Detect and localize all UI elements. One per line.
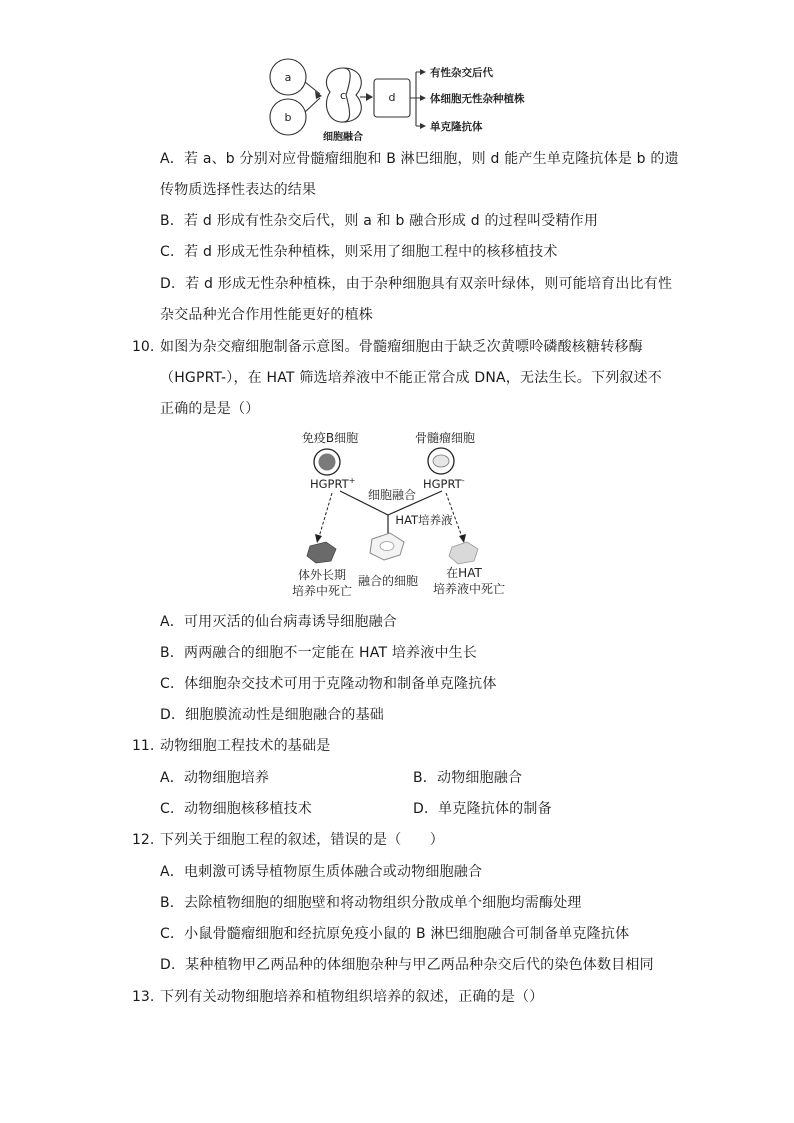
q11-stem: 动物细胞工程技术的基础是: [160, 738, 331, 754]
q9-option-d-line2: 杂交品种光合作用性能更好的植株: [160, 307, 373, 323]
fusion-label: 细胞融合: [367, 488, 417, 502]
node-c-label: c: [339, 89, 347, 102]
q11-option-b: B．动物细胞融合: [413, 770, 523, 786]
q12-option-d: D．某种植物甲乙两品种的体细胞杂种与甲乙两品种杂交后代的染色体数目相同: [160, 957, 654, 973]
left-result-line2: 培养中死亡: [291, 584, 353, 598]
output-sexual-offspring: 有性杂交后代: [430, 67, 493, 79]
hybridoma-diagram: [0, 425, 794, 605]
myeloma-label: 骨髓瘤细胞: [414, 431, 476, 445]
dead-b-cell-icon: [307, 542, 336, 563]
cell-fusion-diagram: [0, 0, 794, 150]
node-a-label: a: [284, 71, 292, 84]
b-cell-label: 免疫B细胞: [301, 431, 359, 445]
node-b-label: b: [284, 111, 292, 124]
q13-number: 13.: [132, 989, 155, 1005]
q12-option-a: A．电刺激可诱导植物原生质体融合或动物细胞融合: [160, 864, 483, 880]
q9-option-b: B．若 d 形成有性杂交后代，则 a 和 b 融合形成 d 的过程叫受精作用: [160, 213, 599, 229]
fusion-caption: 细胞融合: [323, 132, 363, 143]
q12-stem: 下列关于细胞工程的叙述，错误的是（ ）: [160, 832, 444, 848]
middle-result: 融合的细胞: [357, 574, 419, 588]
q10-option-d: D．细胞膜流动性是细胞融合的基础: [160, 707, 384, 723]
q12-option-b: B．去除植物细胞的细胞壁和将动物组织分散成单个细胞均需酶处理: [160, 895, 582, 911]
left-result-line1: 体外长期: [297, 568, 347, 582]
q9-option-a-line1: A．若 a、b 分别对应骨髓瘤细胞和 B 淋巴细胞，则 d 能产生单克隆抗体是 b 的遗: [160, 151, 679, 167]
output-monoclonal-antibody: 单克隆抗体: [430, 121, 483, 133]
hat-label: HAT培养液: [395, 513, 453, 527]
q11-option-d: D．单克隆抗体的制备: [413, 801, 552, 817]
q10-stem-line3: 正确的是是（）: [160, 401, 260, 417]
right-result-line1: 在HAT: [446, 566, 482, 580]
q10-option-b: B．两两融合的细胞不一定能在 HAT 培养液中生长: [160, 645, 478, 661]
q10-stem-line1: 如图为杂交瘤细胞制备示意图。骨髓瘤细胞由于缺乏次黄嘌呤磷酸核糖转移酶: [160, 339, 643, 355]
q10-stem-line2: （HGPRT-），在 HAT 筛选培养液中不能正常合成 DNA，无法生长。下列叙述不: [160, 370, 662, 386]
node-c-shape: [326, 68, 350, 122]
q9-option-c: C．若 d 形成无性杂种植株，则采用了细胞工程中的核移植技术: [160, 244, 558, 260]
q9-option-a-line2: 传物质选择性表达的结果: [160, 182, 317, 198]
hgprt-minus-label: HGPRT-: [423, 476, 465, 491]
q10-option-c: C．体细胞杂交技术可用于克隆动物和制备单克隆抗体: [160, 676, 497, 692]
hgprt-plus-label: HGPRT+: [310, 476, 356, 491]
q10-number: 10.: [132, 339, 155, 355]
q10-option-a: A．可用灭活的仙台病毒诱导细胞融合: [160, 614, 397, 630]
right-result-line2: 培养液中死亡: [432, 582, 506, 596]
q12-option-c: C．小鼠骨髓瘤细胞和经抗原免疫小鼠的 B 淋巴细胞融合可制备单克隆抗体: [160, 926, 630, 942]
q12-number: 12.: [132, 832, 155, 848]
node-d-label: d: [388, 91, 396, 104]
q13-stem: 下列有关动物细胞培养和植物组织培养的叙述，正确的是（）: [160, 989, 544, 1005]
q11-option-c: C．动物细胞核移植技术: [160, 801, 312, 817]
output-somatic-hybrid: 体细胞无性杂种植株: [430, 93, 525, 105]
dead-myeloma-cell-icon: [449, 542, 478, 564]
q11-number: 11.: [132, 738, 155, 754]
q11-option-a: A．动物细胞培养: [160, 770, 270, 786]
q9-option-d-line1: D．若 d 形成无性杂种植株，由于杂种细胞具有双亲叶绿体，则可能培育出比有性: [160, 276, 673, 292]
